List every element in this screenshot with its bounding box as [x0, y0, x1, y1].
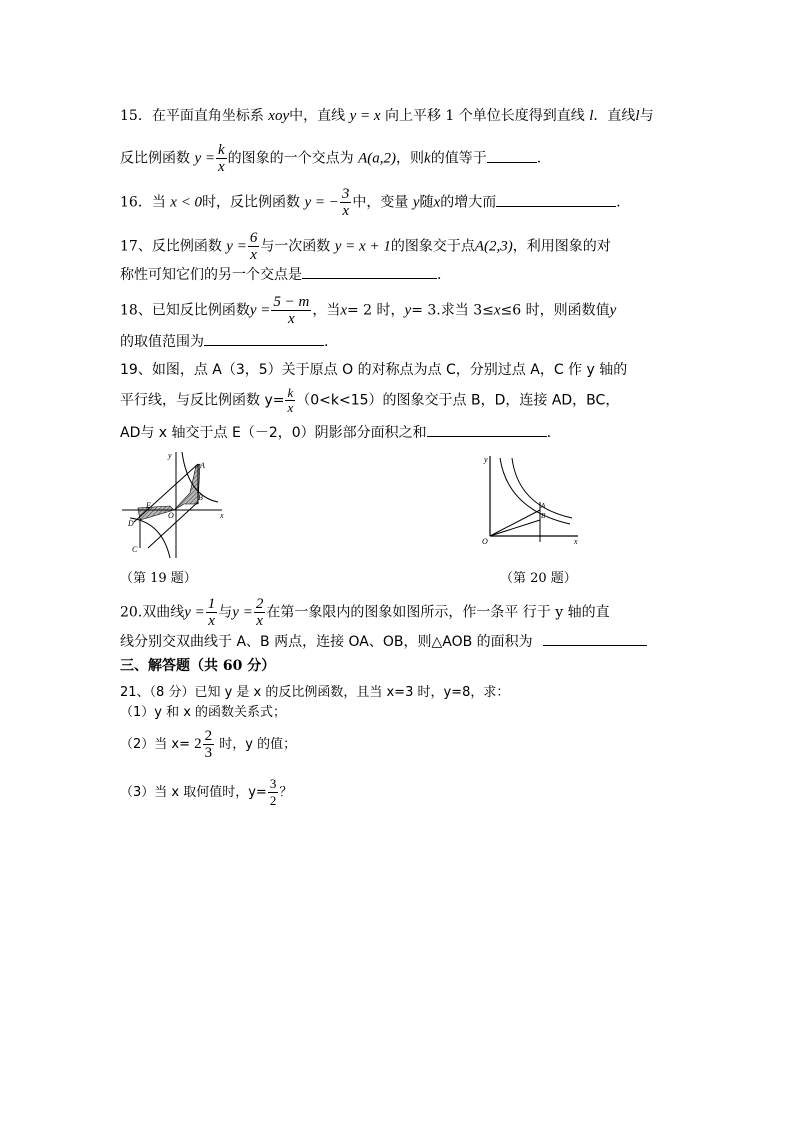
q15-text: 向上平移 1 个单位长度得到直线 — [384, 108, 585, 124]
frac-num: 3 — [341, 186, 350, 202]
q17-func: y = — [226, 238, 247, 255]
q18-fraction — [271, 294, 311, 327]
q17-text: 称性可知它们的另一个交点是 — [120, 267, 302, 283]
q17-line2 — [120, 264, 441, 285]
q15-coord-system: xoy — [268, 108, 290, 124]
frac-den: x — [206, 612, 218, 629]
q15-text: 15．在平面直角坐标系 — [120, 108, 264, 124]
q16-text: 16．当 — [120, 194, 166, 211]
q21-text: （2）当 x= — [120, 737, 190, 752]
fig19-line-AD — [134, 464, 198, 522]
q21-text: 时，y 的值； — [219, 737, 297, 752]
q16-line — [120, 186, 621, 219]
q15-text: ，则 — [396, 150, 425, 167]
fig20-label-O: O — [482, 537, 488, 546]
q17-text: 的图象交于点 — [390, 238, 475, 255]
frac-num: 3 — [269, 776, 277, 791]
frac-num: 2 — [255, 596, 264, 612]
q18-answer-blank — [204, 331, 324, 346]
q20-fraction-2 — [254, 596, 266, 629]
fig19-label-C: C — [132, 545, 138, 554]
q17-text: . — [437, 267, 442, 283]
q16-answer-blank — [496, 192, 616, 207]
q19-answer-blank — [427, 422, 547, 437]
fig19-label-y: y — [168, 451, 172, 460]
q17-answer-blank — [302, 264, 437, 279]
q21-text: ？ — [279, 785, 293, 800]
q19-line2 — [120, 386, 619, 415]
q18-line2 — [120, 331, 328, 352]
q18-text: = 3.求当 3≤ — [411, 302, 494, 319]
q21-part3 — [120, 776, 292, 809]
frac-num: k — [287, 385, 294, 400]
q15-text: 与 — [639, 108, 654, 124]
q20-line1 — [120, 596, 610, 629]
q18-text: 18、已知反比例函数 — [120, 302, 250, 319]
q21-intro: 21、（8 分）已知 y 是 x 的反比例函数，且当 x=3 时，y=8，求： — [120, 685, 510, 700]
frac-num: 1 — [207, 596, 216, 612]
q19-text: 19、如图，点 A（3，5）关于原点 O 的对称点为点 C，分别过点 A，C 作 y 轴的 — [120, 362, 628, 378]
q19-line3 — [120, 422, 551, 443]
q19-fraction — [285, 386, 295, 415]
q20-line2 — [120, 631, 647, 652]
q20-func: y = — [232, 604, 253, 621]
q16-cond: x < 0 — [170, 194, 203, 211]
q16-text: 随 — [419, 194, 434, 211]
q15-text: ．直线 — [593, 108, 636, 124]
q16-text: 的增大而 — [440, 194, 497, 211]
q15-line2 — [120, 142, 541, 175]
q18-text: . — [324, 334, 329, 350]
q15-text: . — [536, 150, 542, 167]
q15-answer-blank — [487, 148, 537, 163]
q19-line1 — [120, 360, 627, 380]
q20-fraction-1 — [206, 596, 218, 629]
q18-var: x — [493, 302, 501, 319]
figure-19-caption: （第 19 题） — [120, 571, 197, 586]
frac-den: x — [340, 202, 352, 219]
frac-den: x — [287, 400, 294, 415]
q16-text: 时，反比例函数 — [202, 194, 301, 211]
frac-den: x — [248, 246, 260, 263]
q19-text: AD与 x 轴交于点 E（－2，0）阴影部分面积之和 — [120, 425, 427, 441]
q15-line-l: l — [635, 108, 640, 124]
q16-func: y = − — [304, 194, 339, 211]
fig19-label-A: A — [200, 461, 205, 470]
frac-den: x — [254, 612, 266, 629]
q15-fraction — [216, 142, 227, 175]
figure-19 — [118, 448, 228, 563]
q18-text: = 2 时， — [347, 302, 405, 319]
q20-text: 20.双曲线 — [120, 604, 185, 621]
q15-func: y = — [194, 150, 215, 167]
q17-linear: y = x + 1 — [334, 238, 391, 255]
section-3-heading: 三、解答题（共 60 分） — [120, 658, 276, 674]
fig20-label-A: A — [541, 502, 546, 510]
fig20-label-x: x — [574, 537, 578, 546]
q16-var: y — [412, 194, 420, 211]
q21-part1: （1）y 和 x 的函数关系式； — [120, 705, 287, 720]
q17-point: A(2,3) — [474, 238, 513, 255]
q20-text: 在第一象限内的图象如图所示，作一条平 行于 y 轴的直 — [266, 604, 610, 621]
q15-text: 的值等于 — [430, 150, 487, 167]
fig19-label-O: O — [168, 511, 174, 520]
q15-line-l: l — [589, 108, 594, 124]
q17-text: 与一次函数 — [260, 238, 331, 255]
q18-var: y — [404, 302, 412, 319]
fig20-label-y: y — [484, 455, 488, 464]
q19-text: （0<k<15）的图象交于点 B，D，连接 AD，BC， — [296, 392, 620, 409]
frac-num: 5 − m — [273, 294, 310, 310]
q16-text: 中，变量 — [352, 194, 409, 211]
q15-k: k — [424, 150, 431, 167]
frac-den: x — [271, 310, 311, 327]
q16-fraction — [340, 186, 352, 219]
fig20-line-OB — [490, 520, 540, 536]
q15-text: 中，直线 — [289, 108, 346, 124]
q15-line-eq: y = x — [349, 108, 381, 124]
q17-line1 — [120, 230, 611, 263]
frac-den: 2 — [269, 793, 277, 808]
q19-text: 平行线，与反比例函数 y= — [120, 392, 285, 409]
q18-var: y — [609, 302, 617, 319]
q21-mixed-whole: 2 — [194, 736, 202, 752]
q21-part2 — [120, 728, 296, 761]
q20-answer-blank — [543, 631, 647, 646]
q21-text: （3）当 x 取何值时，y= — [120, 785, 267, 800]
q21-mixed-fraction — [203, 728, 215, 761]
figure-20-caption: （第 20 题） — [500, 571, 577, 586]
q18-func: y = — [249, 302, 271, 319]
q18-text: ，当 — [312, 302, 341, 319]
frac-den: x — [217, 159, 225, 175]
q17-text: ，利用图象的对 — [512, 238, 611, 255]
q15-text: 的图象的一个交点为 — [227, 150, 354, 167]
frac-num: 6 — [249, 230, 258, 246]
q18-line1 — [120, 294, 616, 327]
q15-line1 — [120, 106, 654, 126]
q18-var: x — [340, 302, 347, 319]
q20-text: 线分别交双曲线于 A、B 两点，连接 OA、OB，则△AOB 的面积为 — [120, 634, 533, 650]
fig19-label-x: x — [220, 511, 224, 520]
q15-text: 反比例函数 — [120, 150, 190, 167]
q20-func: y = — [184, 604, 205, 621]
q15-point: A(a,2) — [358, 150, 397, 167]
q19-text: . — [546, 425, 552, 441]
q16-var: x — [433, 194, 441, 211]
fig19-label-B: B — [198, 493, 203, 502]
fig20-label-B: B — [541, 512, 546, 520]
q18-text: ≤6 时，则函数值 — [500, 302, 610, 319]
fig20-line-OA — [490, 510, 540, 536]
q18-text: 的取值范围为 — [120, 334, 204, 350]
q17-text: 17、反比例函数 — [120, 238, 222, 255]
fig19-label-E: E — [146, 501, 151, 510]
q17-fraction — [248, 230, 260, 263]
q16-text: . — [616, 194, 621, 211]
q21-fraction — [268, 776, 279, 809]
q20-text: 与 — [218, 604, 233, 621]
frac-num: 2 — [204, 728, 213, 744]
figure-20 — [482, 452, 582, 547]
fig19-label-D: D — [128, 519, 134, 528]
frac-den: 3 — [204, 745, 213, 761]
frac-num: k — [217, 142, 225, 158]
